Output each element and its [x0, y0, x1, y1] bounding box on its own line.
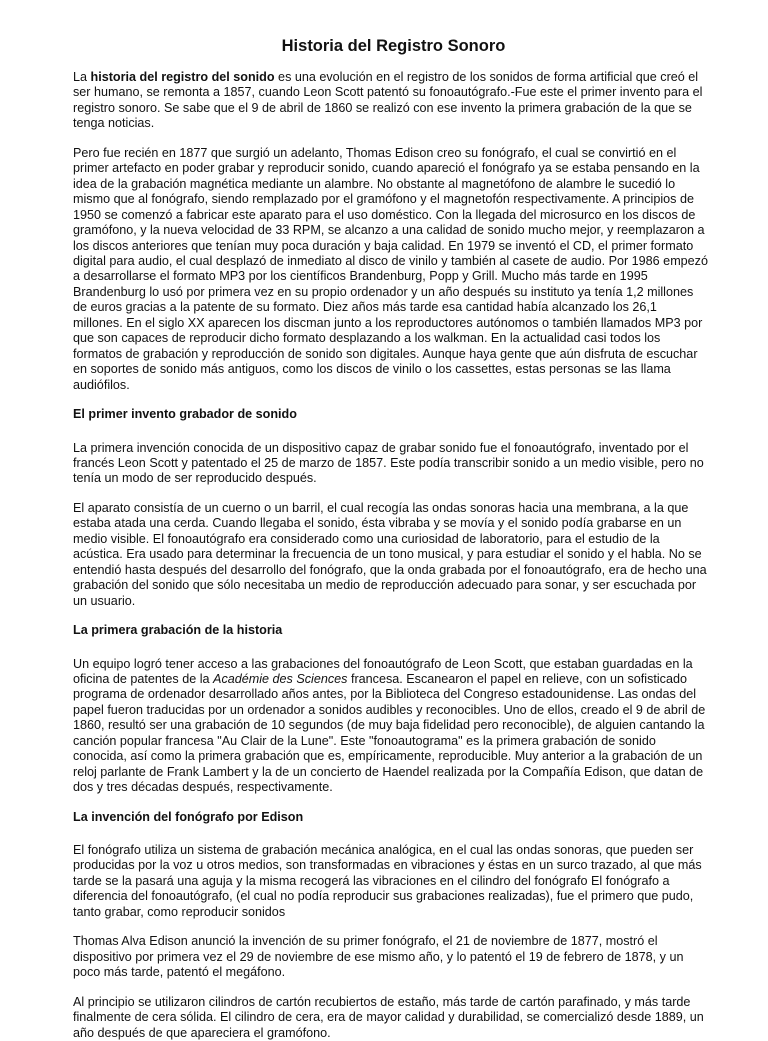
- section-2-text-after: francesa. Escanearon el papel en relieve, con un sofisticado programa de ordenador desarrollado años antes, por la Biblioteca del Congreso estadounidense. Las ondas del papel fueron traducidas por un ordenador a sonidos audibles y reconocibles. Uno de ellos, creado el 9 de abril de 1860, resultó ser una grabación de 10 segundos (de muy baja fidelidad pero reconocible), de alguien cantando la canción popular francesa "Au Clair de la Lune". Este "fonoautograma" es la primera grabación de sonido conocida, así como la primera grabación que es, empíricamente, reproducible. Muy anterior a la grabación de un reloj parlante de Frank Lambert y la de un concierto de Haendel realizada por la Compañía Edison, que datan de dos y tres décadas después, respectivamente.: [73, 671, 706, 795]
- section-1-paragraph-2: El aparato consistía de un cuerno o un barril, el cual recogía las ondas sonoras hacia una membrana, a la que estaba atada una cerda. Cuando llegaba el sonido, ésta vibraba y se movía y el sonido podía grabarse en un medio visible. El fonoautógrafo era considerado como una curiosidad de laboratorio, para el estudio de la acústica. Era usado para determinar la frecuencia de un tono musical, y para estudiar el sonido y el habla. No se entendió hasta después del desarrollo del fonógrafo, que la onda grabada por el fonoautógrafo, era de hecho una grabación del sonido que sólo necesitaba un medio de reproducción adecuado para sonar, y ser escuchada por un usuario.: [73, 500, 707, 608]
- section-heading-primera-grabacion: La primera grabación de la historia: [73, 623, 283, 638]
- section-heading-primer-invento: El primer invento grabador de sonido: [73, 407, 297, 422]
- section-2-paragraph-1: [73, 657, 710, 796]
- section-2-text-before: Un equipo logró tener acceso a las grabaciones del fonoautógrafo de Leon Scott, que estaban guardadas en la oficina de patentes de la: [73, 656, 693, 686]
- document-title: Historia del Registro Sonoro: [281, 37, 506, 55]
- section-3-paragraph-2: Thomas Alva Edison anunció la invención de su primer fonógrafo, el 21 de noviembre de 1877, mostró el dispositivo por primera vez el 29 de noviembre de ese mismo año, y lo patentó el 19 de febrero de 1878, y un poco más tarde, patentó el megáfono.: [73, 934, 684, 980]
- intro-lead: La: [73, 70, 91, 84]
- intro-bold-term: historia del registro del sonido: [90, 70, 275, 84]
- section-1-paragraph-1: La primera invención conocida de un dispositivo capaz de grabar sonido fue el fonoautógrafo, inventado por el francés Leon Scott y patentado el 25 de marzo de 1857. Este podía transcribir sonido a un medio visible, pero no tenía un modo de ser reproducido después.: [73, 440, 704, 486]
- academie-italic: Académie des Sciences: [213, 671, 348, 686]
- section-3-paragraph-1: El fonógrafo utiliza un sistema de grabación mecánica analógica, en el cual las ondas sonoras, que pueden ser producidas por la voz u otros medios, son transformadas en vibraciones y éstas en un surco trazado, al que más tarde se la pasará una aguja y la misma recogerá las vibraciones en el cilindro del fonógrafo El fonógrafo a diferencia del fonoautógrafo, (el cual no podía reproducir sus grabaciones realizadas), fue el primero que pudo, tanto grabar, como reproducir sonidos: [73, 843, 702, 919]
- intro-rest: es una evolución en el registro de los sonidos de forma artificial que creó el ser humano, se remonta a 1857, cuando Leon Scott patentó su fonoautógrafo.-Fue este el primer invento para el registro sonoro. Se sabe que el 9 de abril de 1860 se realizó con ese invento la primera grabación de la que se tenga noticias.: [73, 70, 703, 131]
- history-paragraph: Pero fue recién en 1877 que surgió un adelanto, Thomas Edison creo su fonógrafo, el cual se convirtió en el primer artefacto en poder grabar y reproducir sonido, cuando apareció el fonógrafo ya se estaba pensando en la idea de la grabación magnética mediante un alambre. No obstante al magnetófono de alambre le sucedió lo mismo que al fonógrafo, siendo remplazado por el gramófono y el magnetofón respectivamente. A principios de 1950 se comenzó a fabricar este aparato para el uso doméstico. Con la llegada del microsurco en los discos de gramófono, y la nueva velocidad de 33 RPM, se alcanzo a una calidad de sonido mucho mejor, y reemplazaron a los discos anteriores que tenían muy poca duración y baja calidad. En 1979 se inventó el CD, el primer formato digital para audio, el cual desplazó de inmediato al disco de vinilo y también al casete de audio. Por 1986 empezó a desarrollarse el formato MP3 por los científicos Brandenburg, Popp y Grill. Mucho más tarde en 1995 Brandenburg lo usó por primera vez en su propio ordenador y un año después su instituto ya tenía 1,2 millones de euros gracias a la patente de su formato. Diez años más tarde esa cantidad había alcanzado los 26,1 millones. En el siglo XX aparecen los discman junto a los reproductores autónomos o también llamados MP3 por que son capaces de reproducir dicho formato desplazando a los walkman. En la actualidad casi todos los formatos de grabación y reproducción de sonido son digitales. Aunque haya gente que aún disfruta de escuchar en soportes de sonido más antiguos, como los discos de vinilo o los cassettes, estas personas se las llama audiófilos.: [73, 145, 708, 392]
- section-heading-fonografo-edison: La invención del fonógrafo por Edison: [73, 809, 304, 824]
- section-3-paragraph-3: Al principio se utilizaron cilindros de cartón recubiertos de estaño, más tarde de cartón parafinado, y más tarde finalmente de cera sólida. El cilindro de cera, era de mayor calidad y durabilidad, se comercializó desde 1889, un año después de que apareciera el gramófono.: [73, 994, 704, 1040]
- intro-paragraph: [73, 70, 710, 132]
